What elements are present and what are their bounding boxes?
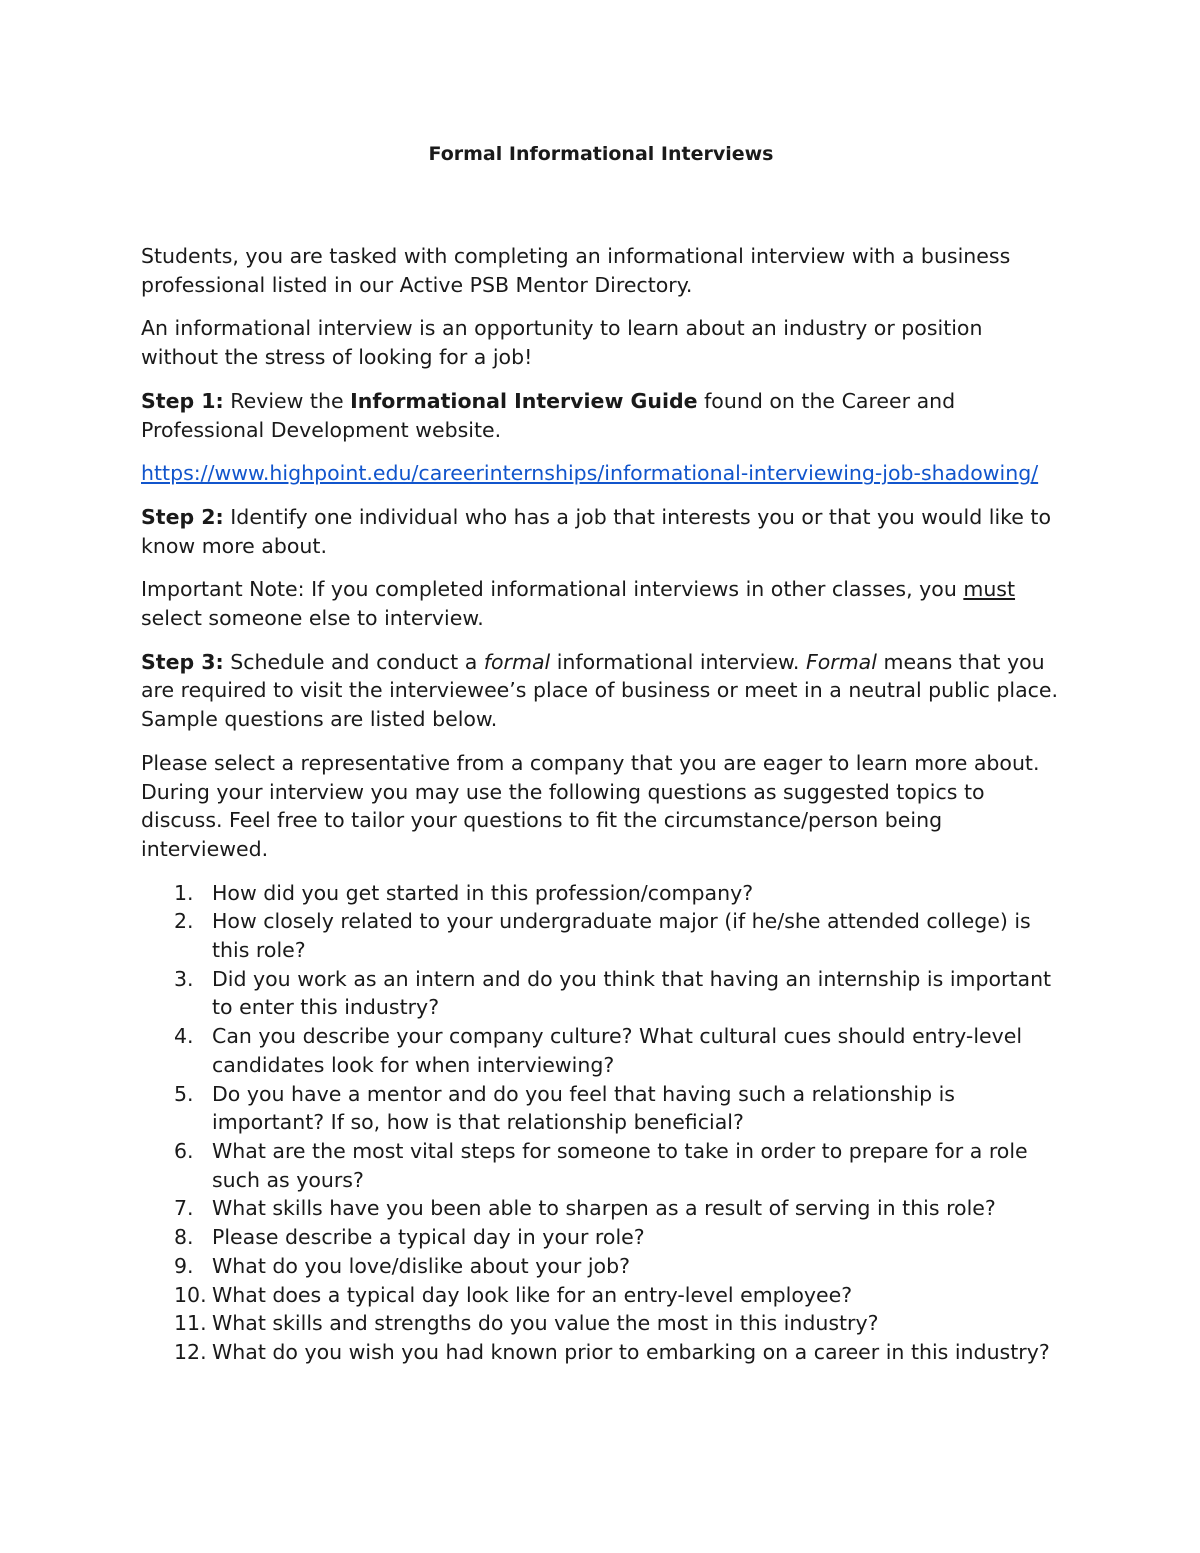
list-item <box>141 965 1061 1022</box>
document-page <box>141 140 1061 1367</box>
list-item <box>141 1223 1061 1252</box>
list-number: 12. <box>174 1339 207 1364</box>
step1-label: Step 1: <box>141 388 224 413</box>
list-item <box>141 1194 1061 1223</box>
important-note-paragraph <box>141 575 1061 632</box>
list-number: 6. <box>174 1138 194 1163</box>
list-number: 10. <box>174 1282 207 1307</box>
note-pre: Important Note: If you completed informational interviews in other classes, you <box>141 577 964 602</box>
question-list <box>141 879 1061 1367</box>
step3-mid: informational interview. <box>550 649 806 674</box>
list-item <box>141 1080 1061 1137</box>
question-text: Do you have a mentor and do you feel that having such a relationship is important? If so, how is that relationship beneficial? <box>212 1081 955 1135</box>
question-text: What do you wish you had known prior to embarking on a career in this industry? <box>212 1339 1050 1364</box>
list-number: 11. <box>174 1311 207 1336</box>
question-text: What do you love/dislike about your job? <box>212 1253 630 1278</box>
question-text: Can you describe your company culture? What cultural cues should entry-level candidates look for when interviewing? <box>212 1024 1023 1077</box>
list-number: 5. <box>174 1081 194 1106</box>
step1-post: found on the Career and Professional Development website. <box>141 388 956 442</box>
question-text: How closely related to your undergraduate major (if he/she attended college) is this role? <box>212 909 1031 963</box>
list-item <box>141 1281 1061 1310</box>
question-text: Please describe a typical day in your role? <box>212 1225 645 1250</box>
list-item <box>141 1137 1061 1194</box>
step2-text: Identify one individual who has a job that interests you or that you would like to know more about. <box>141 504 1052 558</box>
instructions-paragraph: Please select a representative from a company that you are eager to learn more about. During your interview you may use the following questions as suggested topics to discuss. Feel free to tailor your questions to fit the circumstance/person being interviewed. <box>141 750 1040 861</box>
list-item <box>141 1309 1061 1338</box>
list-number: 3. <box>174 966 194 991</box>
list-number: 7. <box>174 1196 194 1221</box>
step1-pre: Review the <box>223 388 351 413</box>
step3-paragraph <box>141 648 1061 734</box>
question-text: Did you work as an intern and do you think that having an internship is important to enter this industry? <box>212 966 1052 1020</box>
career-guide-link[interactable]: https://www.highpoint.edu/careerinternships/informational-interviewing-job-shadowing/ <box>141 461 1039 486</box>
step3-post: means that you are required to visit the interviewee’s place of business or meet in a neutral public place. Sample questions are listed below. <box>141 649 1059 732</box>
step3-italic-formal: formal <box>483 649 551 674</box>
list-item <box>141 1338 1061 1367</box>
list-number: 1. <box>174 880 194 905</box>
step2-paragraph <box>141 503 1061 560</box>
list-number: 4. <box>174 1024 194 1049</box>
question-text: What skills and strengths do you value the most in this industry? <box>212 1311 879 1336</box>
link-paragraph <box>141 459 1061 488</box>
step1-paragraph <box>141 387 1061 444</box>
question-text: What are the most vital steps for someone to take in order to prepare for a role such as yours? <box>212 1138 1028 1192</box>
question-text: What skills have you been able to sharpen as a result of serving in this role? <box>212 1196 996 1221</box>
step3-italic-formal-2: Formal <box>805 649 877 674</box>
page-title: Formal Informational Interviews <box>428 143 774 165</box>
intro-paragraph: Students, you are tasked with completing an informational interview with a business professional listed in our Active PSB Mentor Directory. <box>141 244 1011 297</box>
list-item <box>141 879 1061 908</box>
list-number: 8. <box>174 1225 194 1250</box>
list-item <box>141 907 1061 964</box>
step1-guide-name: Informational Interview Guide <box>350 388 698 413</box>
definition-paragraph: An informational interview is an opportunity to learn about an industry or position without the stress of looking for a job! <box>141 316 983 370</box>
question-text: What does a typical day look like for an entry-level employee? <box>212 1282 853 1307</box>
step2-label: Step 2: <box>141 504 224 529</box>
list-number: 2. <box>174 909 194 934</box>
question-text: How did you get started in this profession/company? <box>212 880 754 905</box>
list-number: 9. <box>174 1253 194 1278</box>
step3-label: Step 3: <box>141 649 224 674</box>
list-item <box>141 1022 1061 1079</box>
note-post: select someone else to interview. <box>141 606 484 631</box>
list-item <box>141 1252 1061 1281</box>
step3-pre: Schedule and conduct a <box>223 649 484 674</box>
note-must: must <box>963 577 1016 602</box>
